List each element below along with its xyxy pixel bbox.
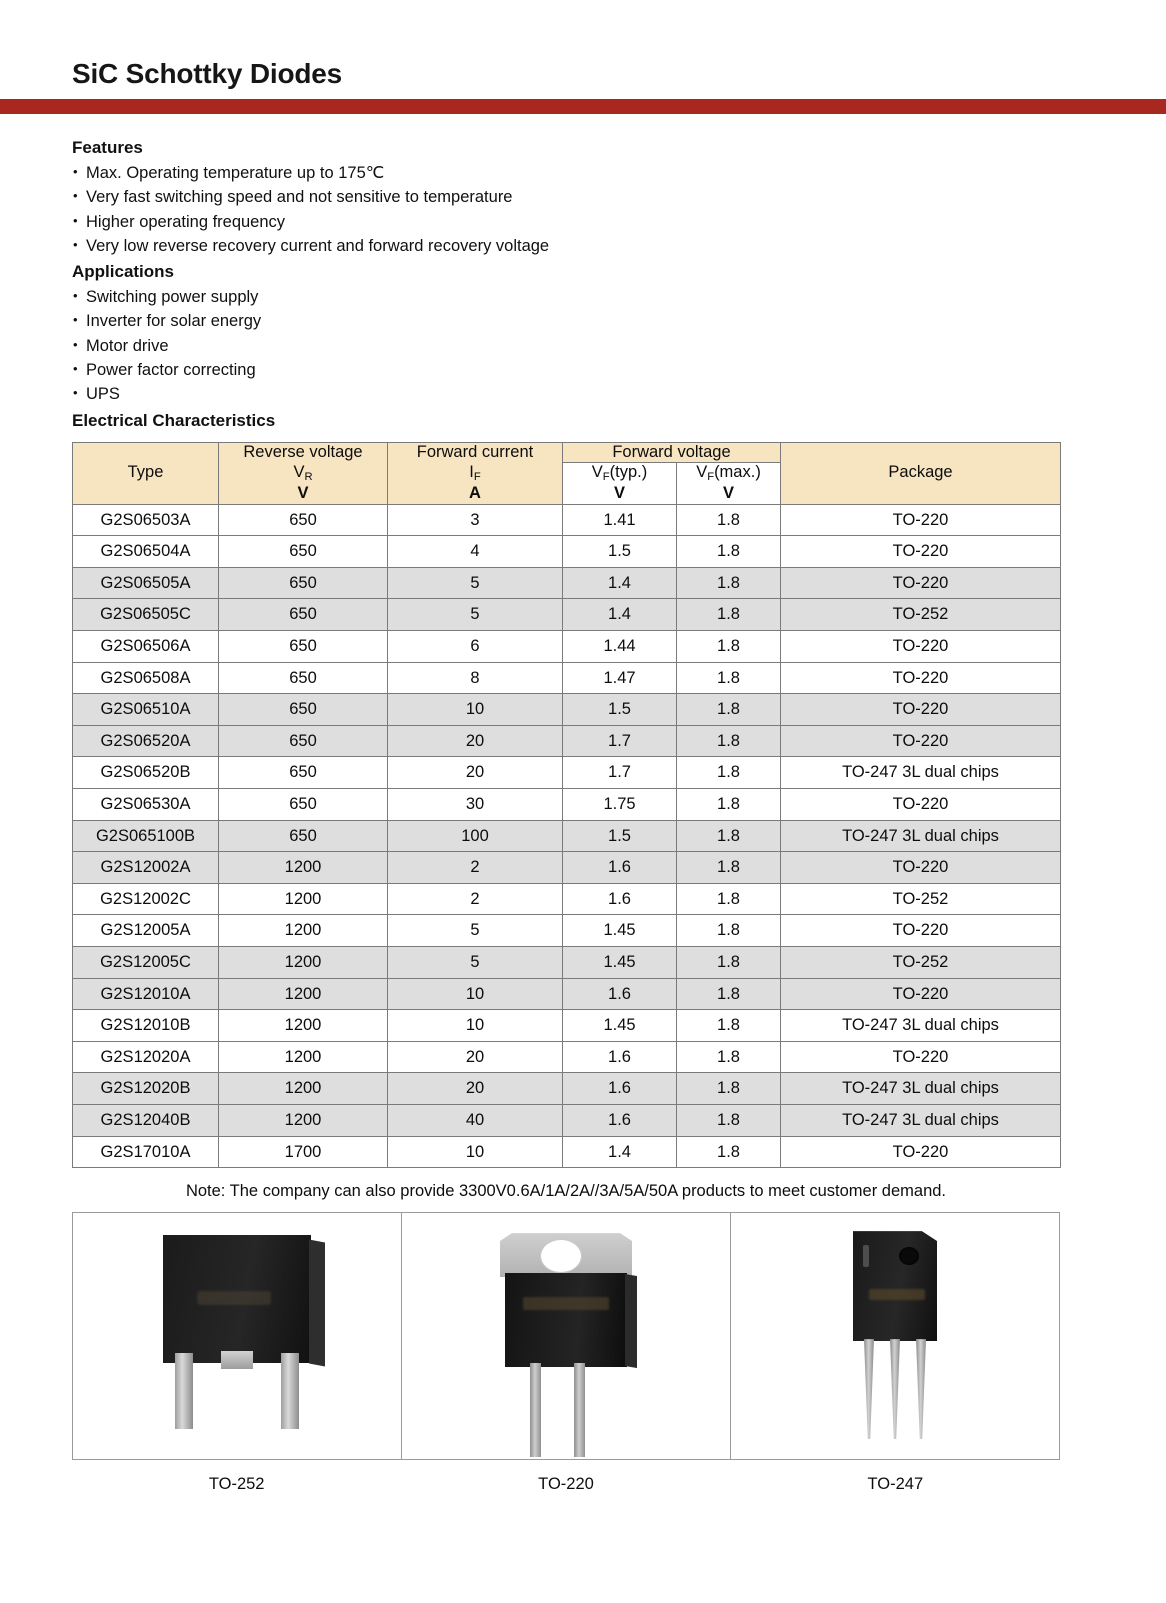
cell-forward-current: 10 <box>388 694 563 726</box>
table-row <box>73 915 1061 947</box>
cell-vf-max: 1.8 <box>677 978 781 1010</box>
accent-divider <box>0 99 1166 114</box>
to252-center-tab <box>221 1351 253 1369</box>
table-row <box>73 883 1061 915</box>
cell-package: TO-247 3L dual chips <box>781 820 1061 852</box>
cell-vf-max: 1.8 <box>677 725 781 757</box>
cell-vf-max: 1.8 <box>677 504 781 536</box>
cell-reverse-voltage: 650 <box>219 599 388 631</box>
cell-vf-max: 1.8 <box>677 788 781 820</box>
cell-vf-typ: 1.44 <box>563 631 677 663</box>
cell-vf-max: 1.8 <box>677 946 781 978</box>
cell-reverse-voltage: 650 <box>219 567 388 599</box>
document-header <box>0 0 1166 88</box>
cell-vf-typ: 1.4 <box>563 1136 677 1168</box>
electrical-characteristics-heading: Electrical Characteristics <box>72 410 276 430</box>
to252-package-photo <box>73 1213 401 1459</box>
cell-package: TO-220 <box>781 788 1061 820</box>
package-image-cell-to252 <box>73 1213 402 1459</box>
vf-typ-unit: V <box>613 484 625 503</box>
cell-forward-current: 5 <box>388 599 563 631</box>
cell-forward-current: 20 <box>388 725 563 757</box>
list-item: • Inverter for solar energy <box>72 309 1166 333</box>
table-row <box>73 504 1061 536</box>
column-header-package: Package <box>781 442 1061 504</box>
cell-type: G2S06520B <box>73 757 219 789</box>
cell-type: G2S06530A <box>73 788 219 820</box>
cell-vf-max: 1.8 <box>677 883 781 915</box>
cell-type: G2S12020B <box>73 1073 219 1105</box>
cell-vf-max: 1.8 <box>677 567 781 599</box>
cell-reverse-voltage: 1700 <box>219 1136 388 1168</box>
cell-package: TO-220 <box>781 631 1061 663</box>
table-row <box>73 631 1061 663</box>
to247-body <box>853 1231 937 1341</box>
package-images-row <box>72 1212 1060 1460</box>
cell-type: G2S12005A <box>73 915 219 947</box>
cell-type: G2S06520A <box>73 725 219 757</box>
cell-vf-max: 1.8 <box>677 631 781 663</box>
cell-type: G2S12010B <box>73 1010 219 1042</box>
to252-logo-marking <box>197 1291 271 1305</box>
list-item: • UPS <box>72 382 1166 406</box>
table-row <box>73 694 1061 726</box>
cell-forward-current: 5 <box>388 915 563 947</box>
cell-forward-current: 20 <box>388 1041 563 1073</box>
cell-vf-typ: 1.4 <box>563 567 677 599</box>
table-row <box>73 536 1061 568</box>
reverse-voltage-symbol: $V_R$ <box>293 462 313 483</box>
cell-vf-typ: 1.5 <box>563 694 677 726</box>
package-image-cell-to247 <box>731 1213 1059 1459</box>
cell-reverse-voltage: 1200 <box>219 1041 388 1073</box>
vf-typ-symbol: $V_F(typ.)$ <box>591 463 648 483</box>
cell-package: TO-220 <box>781 1041 1061 1073</box>
list-item: • Power factor correcting <box>72 358 1166 382</box>
cell-package: TO-247 3L dual chips <box>781 757 1061 789</box>
to247-lead-1 <box>864 1339 874 1439</box>
cell-reverse-voltage: 1200 <box>219 1073 388 1105</box>
cell-type: G2S12040B <box>73 1104 219 1136</box>
cell-vf-max: 1.8 <box>677 1104 781 1136</box>
to247-package-photo <box>731 1213 1059 1459</box>
cell-vf-typ: 1.6 <box>563 1104 677 1136</box>
cell-reverse-voltage: 1200 <box>219 1010 388 1042</box>
reverse-voltage-title: Reverse voltage <box>243 443 363 462</box>
package-image-cell-to220 <box>402 1213 731 1459</box>
cell-forward-current: 100 <box>388 820 563 852</box>
cell-type: G2S06506A <box>73 631 219 663</box>
to247-lead-2 <box>890 1339 900 1439</box>
cell-package: TO-252 <box>781 946 1061 978</box>
cell-package: TO-247 3L dual chips <box>781 1104 1061 1136</box>
cell-forward-current: 3 <box>388 504 563 536</box>
cell-vf-typ: 1.6 <box>563 883 677 915</box>
cell-forward-current: 20 <box>388 1073 563 1105</box>
cell-forward-current: 6 <box>388 631 563 663</box>
cell-type: G2S06508A <box>73 662 219 694</box>
specifications-table-container <box>72 442 1060 1201</box>
table-row <box>73 599 1061 631</box>
cell-reverse-voltage: 650 <box>219 662 388 694</box>
package-caption-to220: TO-220 <box>538 1475 594 1494</box>
cell-type: G2S12002A <box>73 852 219 884</box>
cell-forward-current: 2 <box>388 883 563 915</box>
list-item: • Switching power supply <box>72 285 1166 309</box>
cell-vf-typ: 1.45 <box>563 915 677 947</box>
cell-vf-typ: 1.6 <box>563 978 677 1010</box>
cell-vf-typ: 1.6 <box>563 1073 677 1105</box>
cell-package: TO-220 <box>781 662 1061 694</box>
cell-reverse-voltage: 650 <box>219 820 388 852</box>
cell-package: TO-252 <box>781 599 1061 631</box>
applications-list <box>72 285 1166 406</box>
cell-vf-typ: 1.4 <box>563 599 677 631</box>
to220-body <box>505 1273 627 1367</box>
cell-reverse-voltage: 650 <box>219 694 388 726</box>
vf-max-unit: V <box>722 484 734 503</box>
table-row <box>73 820 1061 852</box>
cell-type: G2S06504A <box>73 536 219 568</box>
cell-reverse-voltage: 650 <box>219 725 388 757</box>
to247-logo-marking <box>869 1289 925 1300</box>
table-row <box>73 978 1061 1010</box>
forward-current-title: Forward current <box>416 443 534 462</box>
to247-side-notch <box>863 1245 869 1267</box>
cell-vf-max: 1.8 <box>677 662 781 694</box>
cell-type: G2S065100B <box>73 820 219 852</box>
cell-forward-current: 5 <box>388 567 563 599</box>
cell-vf-typ: 1.7 <box>563 725 677 757</box>
cell-package: TO-220 <box>781 504 1061 536</box>
cell-vf-typ: 1.5 <box>563 820 677 852</box>
cell-vf-typ: 1.47 <box>563 662 677 694</box>
to220-mounting-hole <box>540 1239 582 1273</box>
cell-vf-max: 1.8 <box>677 1010 781 1042</box>
table-row <box>73 662 1061 694</box>
table-row <box>73 946 1061 978</box>
cell-vf-max: 1.8 <box>677 820 781 852</box>
cell-package: TO-220 <box>781 536 1061 568</box>
cell-reverse-voltage: 1200 <box>219 1104 388 1136</box>
cell-vf-typ: 1.5 <box>563 536 677 568</box>
package-caption-to252: TO-252 <box>208 1475 265 1494</box>
package-captions-row <box>72 1475 1060 1494</box>
cell-vf-max: 1.8 <box>677 915 781 947</box>
cell-package: TO-220 <box>781 978 1061 1010</box>
cell-reverse-voltage: 650 <box>219 536 388 568</box>
column-header-forward-current <box>388 442 563 504</box>
list-item: • Very fast switching speed and not sensitive to temperature <box>72 185 1166 209</box>
cell-package: TO-252 <box>781 883 1061 915</box>
table-row <box>73 788 1061 820</box>
table-row <box>73 1136 1061 1168</box>
vf-max-symbol: $V_F(\max.)$ <box>696 463 761 483</box>
cell-package: TO-220 <box>781 694 1061 726</box>
cell-type: G2S12002C <box>73 883 219 915</box>
column-header-type: Type <box>73 442 219 504</box>
cell-forward-current: 2 <box>388 852 563 884</box>
list-item: • Very low reverse recovery current and forward recovery voltage <box>72 234 1166 258</box>
cell-forward-current: 30 <box>388 788 563 820</box>
cell-type: G2S12010A <box>73 978 219 1010</box>
column-header-reverse-voltage <box>219 442 388 504</box>
cell-package: TO-247 3L dual chips <box>781 1073 1061 1105</box>
cell-type: G2S17010A <box>73 1136 219 1168</box>
cell-reverse-voltage: 650 <box>219 631 388 663</box>
cell-vf-max: 1.8 <box>677 852 781 884</box>
cell-vf-typ: 1.7 <box>563 757 677 789</box>
cell-vf-max: 1.8 <box>677 694 781 726</box>
cell-type: G2S06505A <box>73 567 219 599</box>
cell-vf-max: 1.8 <box>677 1041 781 1073</box>
to252-lead-1 <box>175 1353 193 1429</box>
to252-body <box>163 1235 311 1363</box>
list-item: • Max. Operating temperature up to 175℃ <box>72 161 1166 185</box>
cell-reverse-voltage: 1200 <box>219 946 388 978</box>
cell-vf-max: 1.8 <box>677 599 781 631</box>
column-header-vf-typ <box>563 463 677 505</box>
to247-lead-3 <box>916 1339 926 1439</box>
table-row <box>73 1104 1061 1136</box>
table-row <box>73 567 1061 599</box>
features-heading: Features <box>72 138 143 157</box>
cell-reverse-voltage: 1200 <box>219 852 388 884</box>
cell-reverse-voltage: 1200 <box>219 883 388 915</box>
cell-reverse-voltage: 1200 <box>219 915 388 947</box>
cell-vf-max: 1.8 <box>677 1136 781 1168</box>
cell-forward-current: 8 <box>388 662 563 694</box>
cell-vf-typ: 1.41 <box>563 504 677 536</box>
table-row <box>73 757 1061 789</box>
cell-type: G2S06505C <box>73 599 219 631</box>
cell-vf-typ: 1.75 <box>563 788 677 820</box>
table-row <box>73 725 1061 757</box>
to252-bevel <box>309 1240 325 1367</box>
cell-forward-current: 40 <box>388 1104 563 1136</box>
to247-mounting-hole <box>899 1247 919 1265</box>
cell-vf-typ: 1.45 <box>563 1010 677 1042</box>
to220-lead-2 <box>574 1363 585 1457</box>
cell-package: TO-220 <box>781 852 1061 884</box>
cell-vf-typ: 1.45 <box>563 946 677 978</box>
cell-reverse-voltage: 650 <box>219 788 388 820</box>
reverse-voltage-unit: V <box>297 483 309 502</box>
table-header <box>73 442 1061 504</box>
cell-vf-max: 1.8 <box>677 536 781 568</box>
cell-forward-current: 10 <box>388 1136 563 1168</box>
table-row <box>73 1073 1061 1105</box>
cell-reverse-voltage: 1200 <box>219 978 388 1010</box>
column-header-forward-voltage: Forward voltage <box>563 442 781 462</box>
cell-package: TO-220 <box>781 915 1061 947</box>
applications-heading: Applications <box>72 262 175 282</box>
to220-lead-1 <box>530 1363 541 1457</box>
cell-vf-typ: 1.6 <box>563 852 677 884</box>
cell-type: G2S06503A <box>73 504 219 536</box>
cell-forward-current: 4 <box>388 536 563 568</box>
cell-vf-max: 1.8 <box>677 757 781 789</box>
to252-lead-3 <box>281 1353 299 1429</box>
cell-package: TO-220 <box>781 725 1061 757</box>
table-body <box>73 504 1061 1167</box>
list-item: • Higher operating frequency <box>72 210 1166 234</box>
cell-type: G2S12020A <box>73 1041 219 1073</box>
features-list <box>72 161 1166 258</box>
cell-reverse-voltage: 650 <box>219 757 388 789</box>
cell-vf-typ: 1.6 <box>563 1041 677 1073</box>
cell-forward-current: 5 <box>388 946 563 978</box>
column-header-vf-max <box>677 463 781 505</box>
cell-package: TO-220 <box>781 567 1061 599</box>
table-row <box>73 1041 1061 1073</box>
page-title: SiC Schottky Diodes <box>72 58 343 89</box>
cell-package: TO-220 <box>781 1136 1061 1168</box>
cell-type: G2S06510A <box>73 694 219 726</box>
forward-current-unit: A <box>469 483 481 502</box>
cell-reverse-voltage: 650 <box>219 504 388 536</box>
cell-forward-current: 20 <box>388 757 563 789</box>
table-row <box>73 852 1061 884</box>
table-row <box>73 1010 1061 1042</box>
package-caption-to247: TO-247 <box>867 1475 924 1494</box>
table-note: Note: The company can also provide 3300V0.6A/1A/2A//3A/5A/50A products to meet customer demand. <box>185 1182 947 1201</box>
cell-vf-max: 1.8 <box>677 1073 781 1105</box>
to220-logo-marking <box>523 1297 609 1310</box>
specifications-table <box>72 442 1061 1168</box>
forward-current-symbol: $I_F$ <box>469 462 481 483</box>
document-body <box>0 114 1166 1494</box>
cell-forward-current: 10 <box>388 1010 563 1042</box>
list-item: • Motor drive <box>72 334 1166 358</box>
cell-package: TO-247 3L dual chips <box>781 1010 1061 1042</box>
cell-type: G2S12005C <box>73 946 219 978</box>
to220-package-photo <box>402 1213 730 1459</box>
cell-forward-current: 10 <box>388 978 563 1010</box>
